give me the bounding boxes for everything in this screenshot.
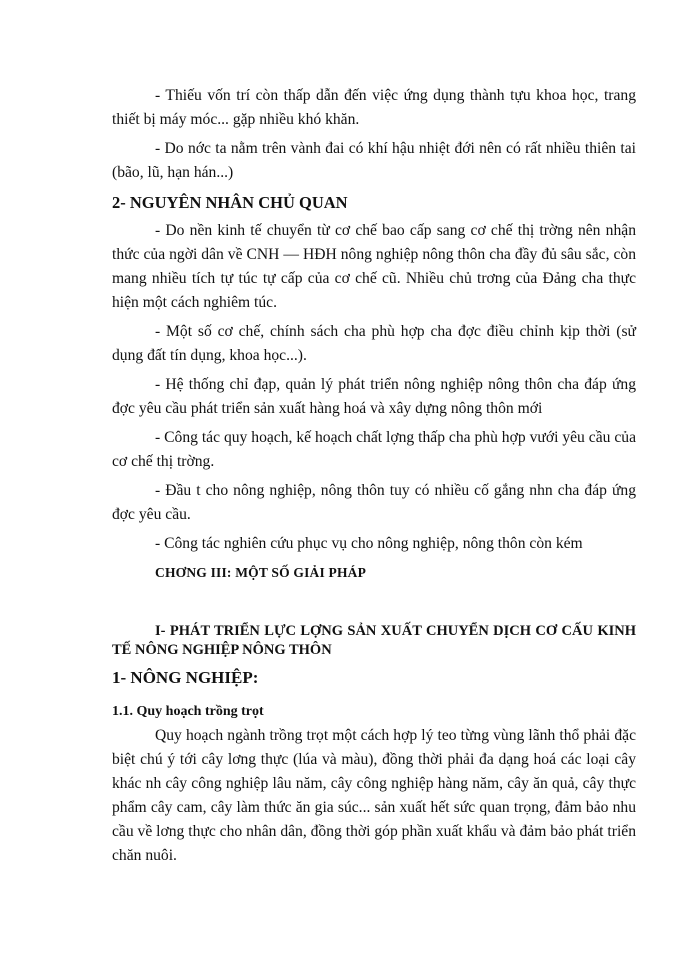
subsubsection-heading-crop-planning: 1.1. Quy hoạch trồng trọt (112, 704, 264, 719)
paragraph-market-transition: - Do nền kinh tế chuyển từ cơ chế bao cấp sang cơ chế thị trờng nên nhận thức của ngời dân về CNH — HĐH nông nghiệp nông thôn cha đầy đủ sâu sắc, còn mang nhiều tích tự túc tự cấp của cơ chế cũ. Nhiều chủ trơng của Đảng cha thực hiện một cách nghiêm túc. (112, 222, 636, 311)
paragraph-research: - Công tác nghiên cứu phục vụ cho nông nghiệp, nông thôn còn kém (155, 535, 583, 552)
paragraph-management-system: - Hệ thống chỉ đạp, quản lý phát triển nông nghiệp nông thôn cha đáp ứng đợc yêu cầu phát triển sản xuất hàng hoá và xây dựng nông thôn mới (112, 376, 636, 417)
subsection-heading-agriculture: 1- NÔNG NGHIỆP: (112, 668, 259, 687)
document-page (112, 84, 636, 873)
chapter-title: CHƠNG III: MỘT SỐ GIẢI PHÁP (155, 565, 367, 580)
paragraph-capital-shortage: - Thiếu vốn trí còn thấp dẫn đến việc ứng dụng thành tựu khoa học, trang thiết bị máy móc... gặp nhiều khó khăn. (112, 87, 636, 128)
section-heading-develop-production: I- PHÁT TRIỂN LỰC LỢNG SẢN XUẤT CHUYỂN DỊCH CƠ CẤU KINH TẾ NÔNG NGHIỆP NÔNG THÔN (112, 623, 636, 658)
paragraph-policy-mechanisms: - Một số cơ chế, chính sách cha phù hợp cha đợc điều chỉnh kịp thời (sử dụng đất tín dụng, khoa học...). (112, 323, 636, 364)
paragraph-investment: - Đầu t cho nông nghiệp, nông thôn tuy có nhiều cố gắng nhn cha đáp ứng đợc yêu cầu. (112, 482, 636, 523)
paragraph-natural-disasters: - Do nớc ta nằm trên vành đai có khí hậu nhiệt đới nên có rất nhiều thiên tai (bão, lũ, hạn hán...) (112, 140, 636, 181)
paragraph-crop-planning: Quy hoạch ngành trồng trọt một cách hợp lý teo từng vùng lãnh thổ phải đặc biệt chú ý tới cây lơng thực (lúa và màu), đồng thời phải đa dạng hoá các loại cây khác nh cây công nghiệp lâu năm, cây công nghiệp hàng năm, cây ăn quả, cây thực phẩm cây cam, cây làm thức ăn gia súc... sản xuất hết sức quan trọng, đảm bảo nhu cầu về lơng thực cho nhân dân, đồng thời góp phần xuất khẩu và đảm bảo phát triển chăn nuôi. (112, 727, 636, 864)
paragraph-planning-quality: - Công tác quy hoạch, kế hoạch chất lợng thấp cha phù hợp vưới yêu cầu của cơ chế thị trờng. (112, 429, 636, 470)
section-heading-subjective-causes: 2- NGUYÊN NHÂN CHỦ QUAN (112, 193, 348, 212)
